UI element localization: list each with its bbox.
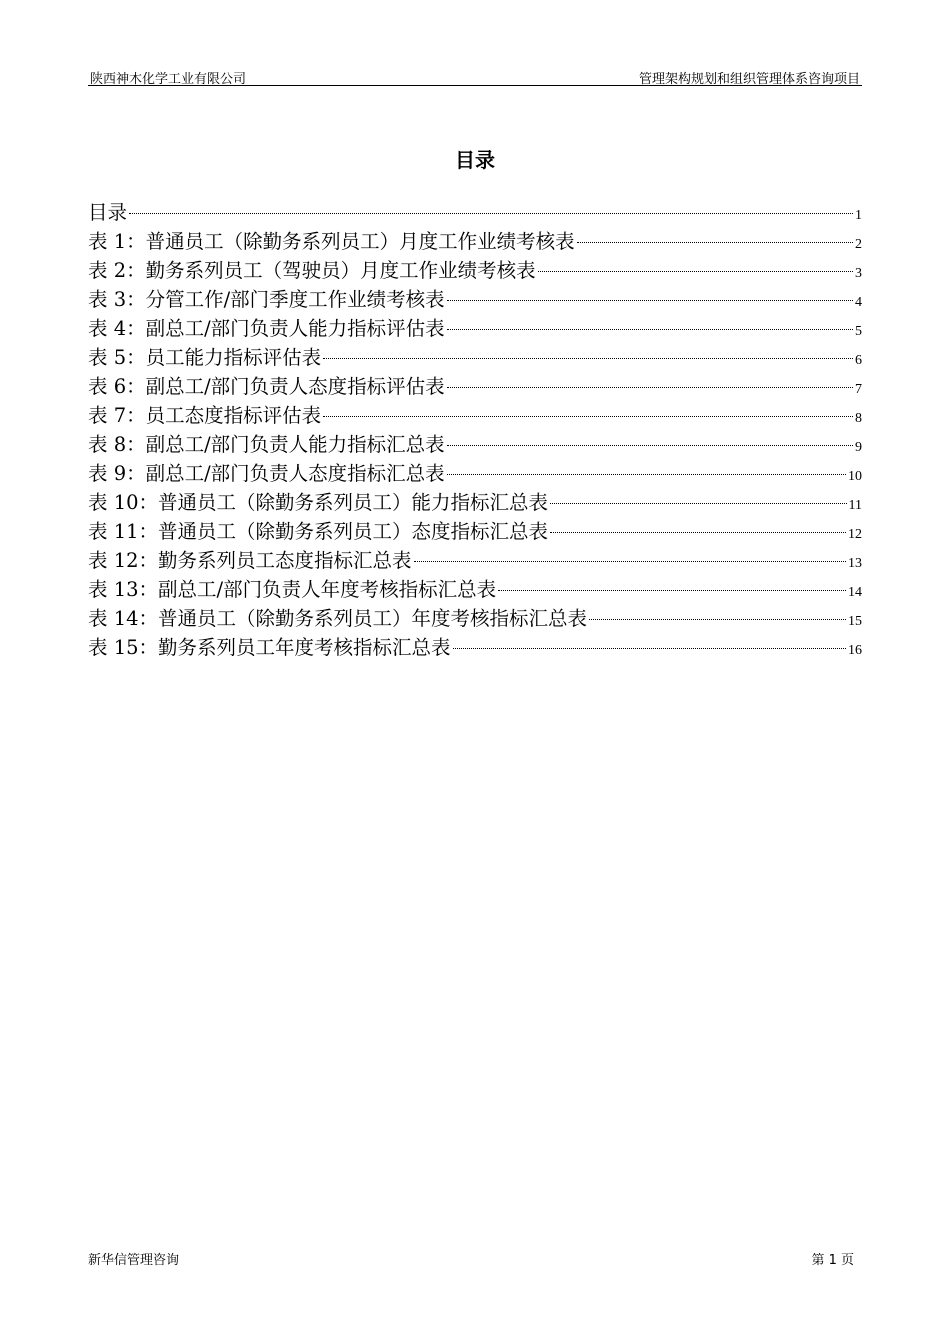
toc-leader [550, 532, 846, 533]
toc-entry[interactable] [88, 198, 862, 227]
toc-entry-page: 13 [848, 556, 862, 571]
toc-entry-page: 9 [855, 440, 862, 455]
toc-entry[interactable] [88, 488, 862, 517]
toc-entry-page: 8 [855, 411, 862, 426]
toc-leader [447, 445, 853, 446]
toc-entry[interactable] [88, 633, 862, 662]
toc-leader [447, 329, 853, 330]
header-company: 陕西神木化学工业有限公司 [90, 72, 247, 87]
toc-entry-label: 表 9：副总工/部门负责人态度指标汇总表 [88, 462, 445, 485]
toc-entry-page: 3 [855, 266, 862, 281]
toc-entry[interactable] [88, 285, 862, 314]
toc-leader [577, 242, 853, 243]
toc-entry-page: 7 [855, 382, 862, 397]
toc-leader [323, 358, 853, 359]
toc-entry-page: 15 [848, 614, 862, 629]
toc-entry-page: 1 [855, 208, 862, 223]
toc-entry[interactable] [88, 227, 862, 256]
footer-company: 新华信管理咨询 [88, 1253, 180, 1268]
toc-leader [129, 213, 853, 214]
toc-entry[interactable] [88, 256, 862, 285]
toc-entry-label: 表 11：普通员工（除勤务系列员工）态度指标汇总表 [88, 520, 549, 543]
toc-entry-label: 表 14：普通员工（除勤务系列员工）年度考核指标汇总表 [88, 607, 588, 630]
toc-leader [447, 300, 853, 301]
toc-leader [447, 474, 846, 475]
toc-entry-label: 表 12：勤务系列员工态度指标汇总表 [88, 549, 412, 572]
toc-leader [414, 561, 846, 562]
toc-entry-page: 6 [855, 353, 862, 368]
toc-entry[interactable] [88, 546, 862, 575]
page-header [88, 66, 862, 86]
toc-entry[interactable] [88, 401, 862, 430]
toc-leader [589, 619, 846, 620]
page-footer [88, 1249, 862, 1269]
toc-leader [323, 416, 853, 417]
toc-entry-page: 10 [848, 469, 862, 484]
toc-entry-label: 表 13：副总工/部门负责人年度考核指标汇总表 [88, 578, 497, 601]
toc-entry-label: 表 7：员工态度指标评估表 [88, 404, 322, 427]
toc-entry-page: 2 [855, 237, 862, 252]
toc-entry[interactable] [88, 372, 862, 401]
toc-entry-label: 表 10：普通员工（除勤务系列员工）能力指标汇总表 [88, 491, 549, 514]
toc-entry-label: 表 1：普通员工（除勤务系列员工）月度工作业绩考核表 [88, 230, 575, 253]
toc-entry[interactable] [88, 430, 862, 459]
toc-entry-page: 4 [855, 295, 862, 310]
toc-entry-label: 表 15：勤务系列员工年度考核指标汇总表 [88, 636, 451, 659]
toc-leader [538, 271, 853, 272]
toc-entry[interactable] [88, 575, 862, 604]
toc-entry[interactable] [88, 517, 862, 546]
toc-entry[interactable] [88, 343, 862, 372]
toc-leader [550, 503, 847, 504]
toc-entry-page: 16 [848, 643, 862, 658]
toc-entry-page: 12 [848, 527, 862, 542]
toc-entry[interactable] [88, 314, 862, 343]
toc-entry-label: 表 4：副总工/部门负责人能力指标评估表 [88, 317, 445, 340]
toc-entry-page: 5 [855, 324, 862, 339]
toc-entry-label: 表 3：分管工作/部门季度工作业绩考核表 [88, 288, 445, 311]
toc-entry-page: 14 [848, 585, 862, 600]
toc-entry-label: 目录 [88, 201, 128, 224]
toc-leader [447, 387, 853, 388]
toc-leader [498, 590, 846, 591]
toc-title: 目录 [455, 148, 495, 172]
footer-page-number: 第 1 页 [811, 1253, 854, 1268]
toc-entry-label: 表 2：勤务系列员工（驾驶员）月度工作业绩考核表 [88, 259, 536, 282]
toc-entry-label: 表 5：员工能力指标评估表 [88, 346, 322, 369]
toc-entry-label: 表 8：副总工/部门负责人能力指标汇总表 [88, 433, 445, 456]
toc-list [88, 198, 862, 662]
toc-entry-label: 表 6：副总工/部门负责人态度指标评估表 [88, 375, 445, 398]
toc-entry[interactable] [88, 604, 862, 633]
toc-entry[interactable] [88, 459, 862, 488]
toc-leader [453, 648, 846, 649]
header-project: 管理架构规划和组织管理体系咨询项目 [638, 72, 860, 87]
toc-entry-page: 11 [848, 498, 862, 513]
